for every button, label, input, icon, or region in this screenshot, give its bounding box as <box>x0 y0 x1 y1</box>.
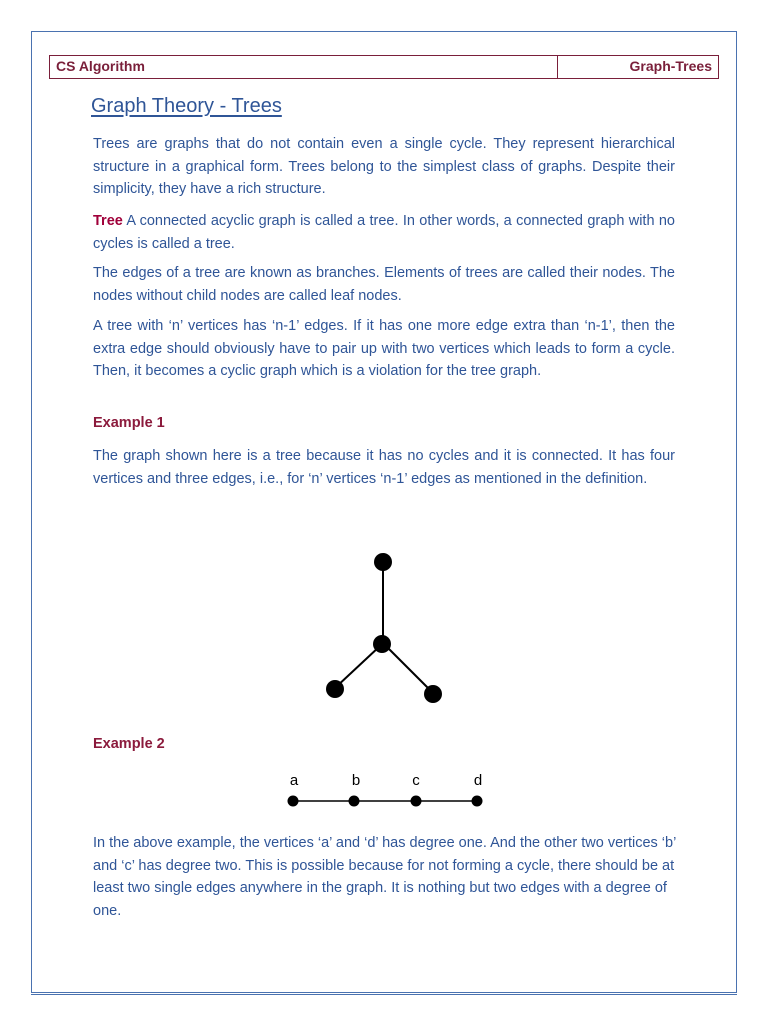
example-2-heading: Example 2 <box>93 736 165 752</box>
vertex-label-a: a <box>289 772 299 789</box>
header-topic-label: Graph-Trees <box>629 58 712 74</box>
page-bottom-rule <box>31 994 737 995</box>
tree-edge-left <box>335 646 380 688</box>
path-vertex-b <box>349 796 360 807</box>
branches-paragraph: The edges of a tree are known as branches. Elements of trees are called their nodes. The nodes without child nodes are called leaf nodes. <box>93 265 675 304</box>
example-1-heading: Example 1 <box>93 415 165 431</box>
example-2-text: In the above example, the vertices ‘a’ and ‘d’ has degree one. And the other two vertices ‘b’ and ‘c’ has degree two. This is possible because for not forming a cycle, there should be at least two single edges anywhere in the graph. It is nothing but two edges with a degree of one. <box>93 835 676 919</box>
tree-term: Tree <box>93 213 123 229</box>
vertex-label-d: d <box>473 772 483 789</box>
tree-vertex-top <box>374 553 392 571</box>
vertex-label-b: b <box>351 772 361 789</box>
example-1-tree-graph <box>300 540 470 720</box>
example-1-text: The graph shown here is a tree because it has no cycles and it is connected. It has four vertices and three edges, i.e., for ‘n’ vertices ‘n-1’ edges as mentioned in the definition. <box>93 448 675 487</box>
tree-vertex-center <box>373 635 391 653</box>
tree-definition-paragraph <box>93 210 675 255</box>
path-vertex-c <box>411 796 422 807</box>
tree-edge-right <box>386 646 432 692</box>
page-header <box>49 55 719 79</box>
tree-definition-text: A connected acyclic graph is called a tree. In other words, a connected graph with no cycles is called a tree. <box>93 213 675 252</box>
example-2-path-graph <box>280 768 500 816</box>
page-title: Graph Theory - Trees <box>91 95 282 117</box>
header-course-label: CS Algorithm <box>50 56 558 78</box>
tree-vertex-left <box>326 680 344 698</box>
tree-vertex-right <box>424 685 442 703</box>
path-vertex-d <box>472 796 483 807</box>
path-vertex-a <box>288 796 299 807</box>
vertex-label-c: c <box>412 772 420 789</box>
intro-paragraph: Trees are graphs that do not contain even a single cycle. They represent hierarchical structure in a graphical form. Trees belong to the simplest class of graphs. Despite their simplicity, they have a rich structure. <box>93 136 675 197</box>
edges-paragraph: A tree with ‘n’ vertices has ‘n-1’ edges. If it has one more edge extra than ‘n-1’, then the extra edge should obviously have to pair up with two vertices which leads to form a cycle. Then, it becomes a cyclic graph which is a violation for the tree graph. <box>93 318 675 379</box>
